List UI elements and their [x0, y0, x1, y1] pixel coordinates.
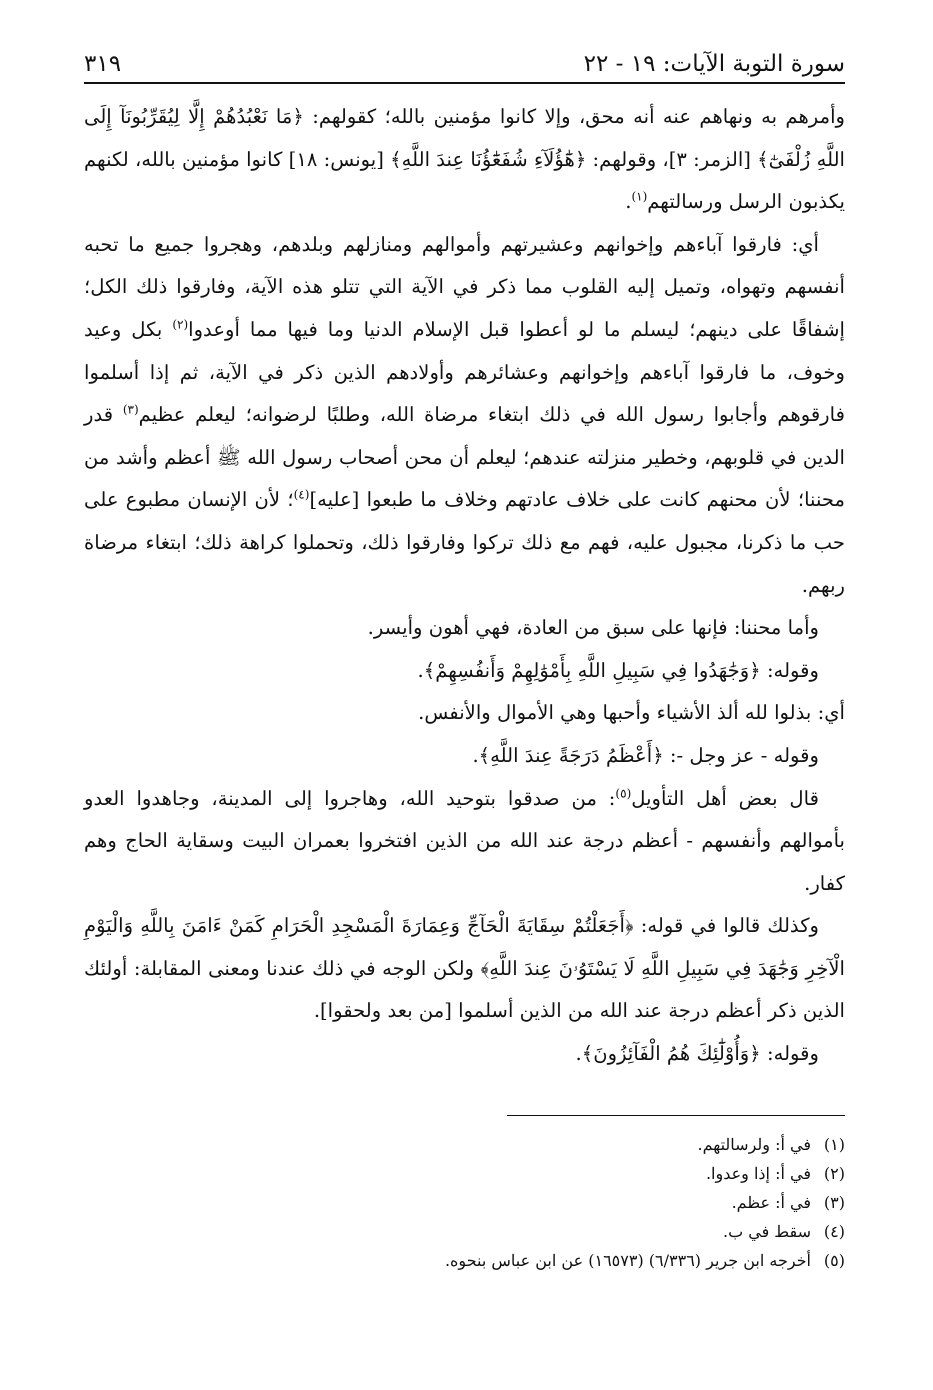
paragraph-9: وقوله: ﴿وَأُوْلَٰٓئِكَ هُمُ الْفَآئِزُونَ﴾.	[575, 1042, 819, 1066]
running-title: سورة التوبة الآيات: ١٩ - ٢٢	[583, 51, 845, 77]
page-number: ٣١٩	[84, 51, 122, 77]
footnote-ref-5: (٥)	[615, 785, 632, 800]
page-body	[84, 96, 845, 1076]
footnote-ref-1: (١)	[631, 189, 648, 204]
paragraph-4: وقوله: ﴿وَجَٰهَدُوا فِي سَبِيلِ اللَّهِ بِأَمْوَٰلِهِمْ وَأَنفُسِهِمْ﴾.	[417, 658, 819, 682]
paragraph-7: قال بعض أهل التأويل$^{(٥)}$: من صدقوا بتوحيد الله، وهاجروا إلى المدينة، وجاهدوا العدو بأموالهم وأنفسهم - أعظم درجة عند الله من الذين افتخروا بعمران البيت وسقاية الحاج وهم كفار.	[84, 785, 845, 895]
footnote-ref-2: (٢)	[172, 317, 189, 332]
footnote-4: (٤) سقط في ب.	[723, 1222, 845, 1241]
footnote-3: (٣) في أ: عظم.	[731, 1193, 845, 1212]
footnote-5: (٥) أخرجه ابن جرير (٦/٣٣٦) (١٦٥٧٣) عن ابن عباس بنحوه.	[444, 1251, 845, 1270]
footnote-ref-3: (٣)	[122, 402, 139, 417]
footnotes	[145, 1130, 845, 1275]
paragraph-6: وقوله - عز وجل -: ﴿أَعْظَمُ دَرَجَةً عِندَ اللَّهِ﴾.	[472, 743, 819, 767]
paragraph-8: وكذلك قالوا في قوله: ﴿أَجَعَلْتُمْ سِقَايَةَ الْحَآجِّ وَعِمَارَةَ الْمَسْجِدِ الْحَرَامِ كَمَنْ ءَامَنَ بِاللَّهِ وَالْيَوْمِ الْآخِرِ وَجَٰهَدَ فِي سَبِيلِ اللَّهِ لَا يَسْتَوُۥنَ عِندَ اللَّهِ﴾ ولكن الوجه في ذلك عندنا ومعنى المقابلة: أولئك الذين ذكر أعظم درجة عند الله من الذين أسلموا [من بعد ولحقوا].	[84, 914, 845, 1023]
page-header	[84, 36, 845, 76]
paragraph-3: وأما محننا: فإنها على سبق من العادة، فهي أهون وأيسر.	[367, 616, 819, 640]
paragraph-2: أي: فارقوا آباءهم وإخوانهم وعشيرتهم وأموالهم ومنازلهم وبلدهم، وهجروا جميع ما تحبه أنفسهم وتهواه، وتميل إليه القلوب مما ذكر في الآية التي تتلو هذه الآية، وفارقوا ذلك الكل؛ إشفاقًا على دينهم؛ ليسلم ما لو أعطوا قبل الإسلام الدنيا وما فيها مما أوعدوا$^{(٢)}$ بكل وعيد وخوف، ما فارقوا آباءهم وإخوانهم وعشائرهم وأولادهم الذين ذكر في الآية، ثم إذا أسلموا فارقوهم وأجابوا رسول الله في ذلك ابتغاء مرضاة الله، وطلبًا لرضوانه؛ ليعلم عظيم$^{(٣)}$ قدر الدين في قلوبهم، وخطير منزلته عندهم؛ ليعلم أن محن أصحاب رسول الله ﷺ أعظم وأشد من محننا؛ لأن محنهم كانت على خلاف عادتهم وخلاف ما طبعوا [عليه]$^{(٤)}$؛ لأن الإنسان مطبوع على حب ما ذكرنا، مجبول عليه، فهم مع ذلك تركوا وفارقوا ذلك، وتحملوا كراهة ذلك؛ ابتغاء مرضاة ربهم.	[84, 232, 846, 597]
footnote-1: (١) في أ: ولرسالتهم.	[697, 1135, 845, 1154]
footnote-separator	[507, 1115, 845, 1116]
paragraph-5: أي: بذلوا لله ألذ الأشياء وأحبها وهي الأموال والأنفس.	[418, 701, 845, 725]
footnote-2: (٢) في أ: إذا وعدوا.	[705, 1164, 845, 1183]
footnote-ref-4: (٤)	[293, 487, 310, 502]
paragraph-1: وأمرهم به ونهاهم عنه أنه محق، وإلا كانوا مؤمنين بالله؛ كقولهم: ﴿مَا نَعْبُدُهُمْ إِلَّا لِيُقَرِّبُونَآ إِلَى اللَّهِ زُلْفَىٰٓ﴾ [الزمر: ٣]، وقولهم: ﴿هَٰٓؤُلَآءِ شُفَعَٰٓؤُنَا عِندَ اللَّهِ﴾ [يونس: ١٨] كانوا مؤمنين بالله، لكنهم يكذبون الرسل ورسالتهم$^{(١)}$.	[84, 105, 845, 214]
header-rule	[84, 82, 845, 84]
